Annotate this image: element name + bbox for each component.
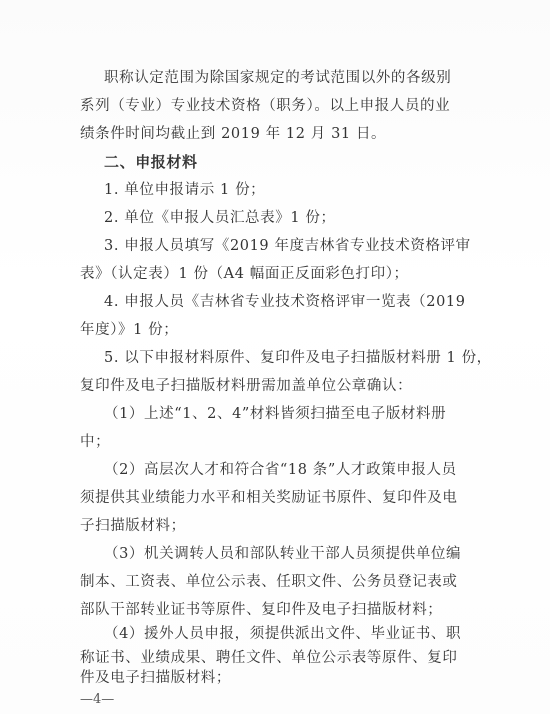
paragraph-line: 绩条件时间均截止到 2019 年 12 月 31 日。 — [80, 126, 387, 142]
list-item-continuation: 年度）》1 份； — [80, 322, 179, 338]
list-item: 4. 申报人员《吉林省专业技术资格评审一览表（2019 — [104, 294, 466, 310]
list-item-continuation: 表》（认定表）1 份（A4 幅面正反面彩色打印）； — [80, 266, 409, 282]
sub-item-continuation: 须提供其业绩能力水平和相关奖励证书原件、复印件及电 — [80, 490, 458, 506]
list-item: 1. 单位申报请示 1 份； — [104, 182, 266, 198]
paragraph-line: 职称认定范围为除国家规定的考试范围以外的各级别 — [104, 70, 452, 86]
sub-item: （4）援外人员申报，须提供派出文件、毕业证书、职 — [104, 626, 462, 642]
sub-item-continuation: 部队干部转业证书等原件、复印件及电子扫描版材料； — [80, 602, 443, 618]
sub-item: （2）高层次人才和符合省“18 条”人才政策申报人员 — [104, 462, 457, 478]
paragraph-line: 系列（专业）专业技术资格（职务）。以上申报人员的业 — [80, 98, 451, 114]
sub-item-continuation: 制本、工资表、单位公示表、任职文件、公务员登记表或 — [80, 574, 458, 590]
sub-item: （1）上述“1、2、4”材料皆须扫描至电子版材料册 — [104, 406, 447, 422]
list-item: 5. 以下申报材料原件、复印件及电子扫描版材料册 1 份， — [104, 350, 492, 366]
page-number: —4— — [80, 692, 115, 707]
list-item: 2. 单位《申报人员汇总表》1 份； — [104, 210, 336, 226]
list-item-continuation: 复印件及电子扫描版材料册需加盖单位公章确认： — [80, 378, 413, 394]
sub-item-continuation: 中； — [80, 434, 111, 450]
section-heading: 二、申报材料 — [104, 153, 198, 171]
sub-item-continuation: 子扫描版材料； — [80, 518, 186, 534]
list-item: 3. 申报人员填写《2019 年度吉林省专业技术资格评审 — [104, 238, 471, 254]
sub-item: （3）机关调转人员和部队转业干部人员须提供单位编 — [104, 546, 462, 562]
sub-item-continuation: 称证书、业绩成果、聘任文件、单位公示表等原件、复印 — [80, 650, 458, 666]
sub-item-continuation: 件及电子扫描版材料； — [80, 670, 231, 686]
